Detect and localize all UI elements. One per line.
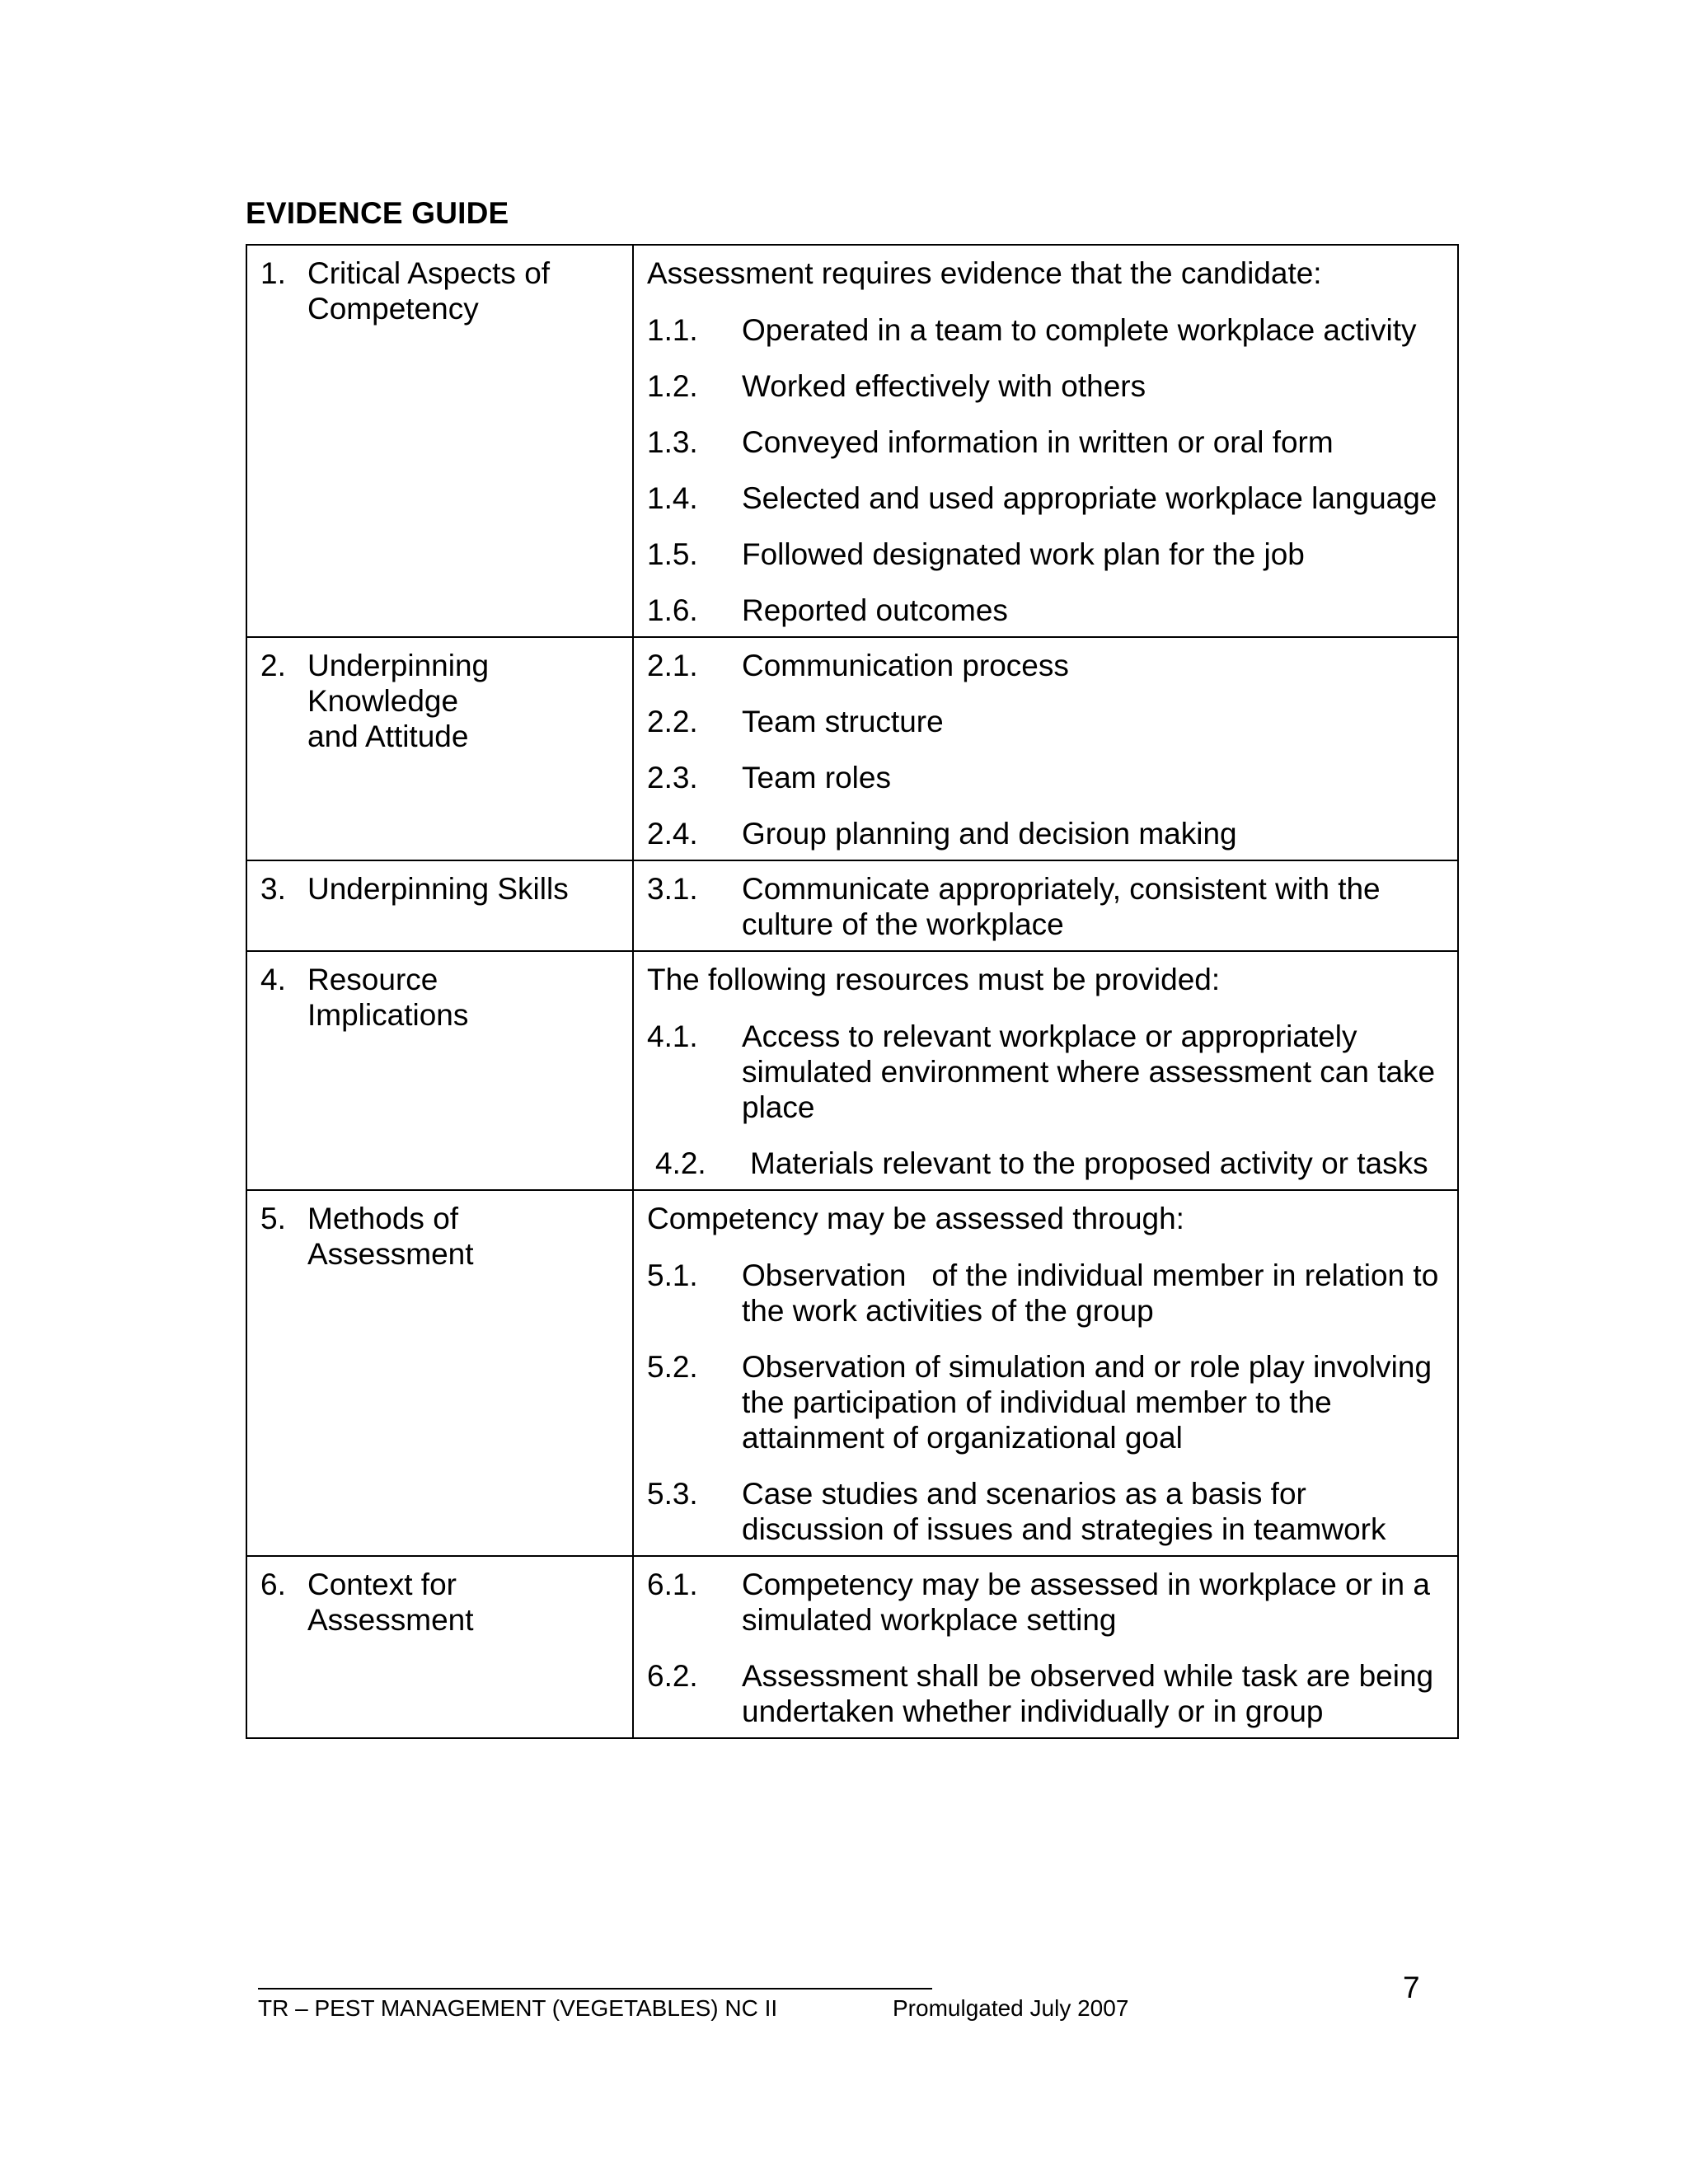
list-item bbox=[647, 1349, 1441, 1455]
item-number: 2.2. bbox=[647, 705, 698, 738]
list-item bbox=[647, 1258, 1447, 1329]
item-number: 4.2. bbox=[655, 1146, 706, 1180]
item-text: Worked effectively with others bbox=[742, 369, 1146, 403]
criterion-cell bbox=[246, 1190, 633, 1556]
item-number: 5.1. bbox=[647, 1258, 698, 1292]
item-number: 6.1. bbox=[647, 1568, 698, 1601]
footer-promulgation-date: Promulgated July 2007 bbox=[893, 1995, 1129, 2021]
item-number: 1.4. bbox=[647, 481, 698, 515]
evidence-cell bbox=[633, 860, 1458, 951]
criterion-label: Underpinning Knowledge and Attitude bbox=[307, 649, 490, 753]
list-item bbox=[647, 816, 1441, 851]
list-item bbox=[647, 368, 1441, 404]
item-text: Reported outcomes bbox=[742, 593, 1008, 627]
evidence-intro: Competency may be assessed through: bbox=[647, 1202, 1184, 1235]
list-item bbox=[647, 1567, 1441, 1638]
item-text: Operated in a team to complete workplace activity bbox=[742, 313, 1417, 347]
criterion-number: 6. bbox=[260, 1568, 286, 1601]
item-number: 3.1. bbox=[647, 872, 698, 906]
item-text: Group planning and decision making bbox=[742, 817, 1237, 851]
item-text: Materials relevant to the proposed activity or tasks bbox=[750, 1146, 1428, 1180]
evidence-cell bbox=[633, 637, 1458, 860]
table-row bbox=[246, 951, 1458, 1190]
evidence-intro: The following resources must be provided: bbox=[647, 963, 1221, 996]
list-item bbox=[647, 1146, 1441, 1181]
list-item bbox=[647, 1476, 1441, 1547]
item-number: 1.2. bbox=[647, 369, 698, 403]
item-text: Competency may be assessed in workplace or in a simulated workplace setting bbox=[742, 1568, 1430, 1637]
list-item bbox=[647, 312, 1441, 348]
criterion-cell bbox=[246, 245, 633, 637]
criterion-label: Context for Assessment bbox=[307, 1568, 474, 1637]
item-number: 6.2. bbox=[647, 1659, 698, 1693]
table-row bbox=[246, 860, 1458, 951]
table-row bbox=[246, 245, 1458, 637]
item-number: 2.3. bbox=[647, 761, 698, 794]
criterion-cell bbox=[246, 951, 633, 1190]
item-number: 2.4. bbox=[647, 817, 698, 851]
evidence-guide-table bbox=[246, 244, 1459, 1739]
criterion-number: 4. bbox=[260, 963, 286, 996]
item-number: 1.3. bbox=[647, 425, 698, 459]
item-text: Team roles bbox=[742, 761, 891, 794]
list-item bbox=[647, 424, 1441, 460]
footer-document-title: TR – PEST MANAGEMENT (VEGETABLES) NC II bbox=[258, 1995, 778, 2021]
item-text: Access to relevant workplace or appropriately simulated environment where assessment can take place bbox=[742, 1019, 1436, 1124]
evidence-intro: Assessment requires evidence that the candidate: bbox=[647, 256, 1322, 290]
footer-divider bbox=[258, 1988, 932, 1990]
list-item bbox=[647, 480, 1441, 516]
table-row bbox=[246, 1556, 1458, 1738]
criterion-label: Critical Aspects of Competency bbox=[307, 256, 551, 326]
evidence-cell bbox=[633, 245, 1458, 637]
item-text: Followed designated work plan for the job bbox=[742, 537, 1305, 571]
item-text: Selected and used appropriate workplace language bbox=[742, 481, 1437, 515]
item-text: Observation of simulation and or role play involving the participation of individual member to the attainment of organizational goal bbox=[742, 1350, 1432, 1455]
item-text: Conveyed information in written or oral form bbox=[742, 425, 1334, 459]
page-number: 7 bbox=[1403, 1971, 1420, 2004]
criterion-label: Underpinning Skills bbox=[307, 872, 569, 906]
page-heading: EVIDENCE GUIDE bbox=[246, 196, 509, 230]
evidence-cell bbox=[633, 951, 1458, 1190]
item-number: 2.1. bbox=[647, 649, 698, 682]
item-text: Team structure bbox=[742, 705, 944, 738]
list-item bbox=[647, 537, 1441, 572]
item-text: Communication process bbox=[742, 649, 1069, 682]
item-number: 1.6. bbox=[647, 593, 698, 627]
criterion-number: 2. bbox=[260, 649, 286, 682]
criterion-label: Methods of Assessment bbox=[307, 1202, 474, 1271]
evidence-cell bbox=[633, 1556, 1458, 1738]
list-item bbox=[647, 1658, 1441, 1729]
list-item bbox=[647, 593, 1441, 628]
criterion-cell bbox=[246, 1556, 633, 1738]
item-text: Observation of the individual member in relation to the work activities of the group bbox=[742, 1258, 1447, 1328]
criterion-label: Resource Implications bbox=[307, 963, 469, 1032]
criterion-number: 3. bbox=[260, 872, 286, 906]
list-item bbox=[647, 648, 1441, 683]
item-text: Case studies and scenarios as a basis for discussion of issues and strategies in teamwork bbox=[742, 1477, 1386, 1546]
criterion-cell bbox=[246, 637, 633, 860]
item-number: 1.5. bbox=[647, 537, 698, 571]
criterion-cell bbox=[246, 860, 633, 951]
list-item bbox=[647, 760, 1441, 795]
item-text: Communicate appropriately, consistent with the culture of the workplace bbox=[742, 872, 1381, 941]
table-row bbox=[246, 1190, 1458, 1556]
item-number: 5.2. bbox=[647, 1350, 698, 1384]
item-number: 1.1. bbox=[647, 313, 698, 347]
list-item bbox=[647, 1019, 1441, 1125]
list-item bbox=[647, 871, 1441, 942]
table-row bbox=[246, 637, 1458, 860]
criterion-number: 5. bbox=[260, 1202, 286, 1235]
list-item bbox=[647, 704, 1441, 739]
item-text: Assessment shall be observed while task are being undertaken whether individually or in group bbox=[742, 1659, 1434, 1728]
item-number: 5.3. bbox=[647, 1477, 698, 1511]
evidence-cell bbox=[633, 1190, 1458, 1556]
item-number: 4.1. bbox=[647, 1019, 698, 1053]
criterion-number: 1. bbox=[260, 256, 286, 290]
